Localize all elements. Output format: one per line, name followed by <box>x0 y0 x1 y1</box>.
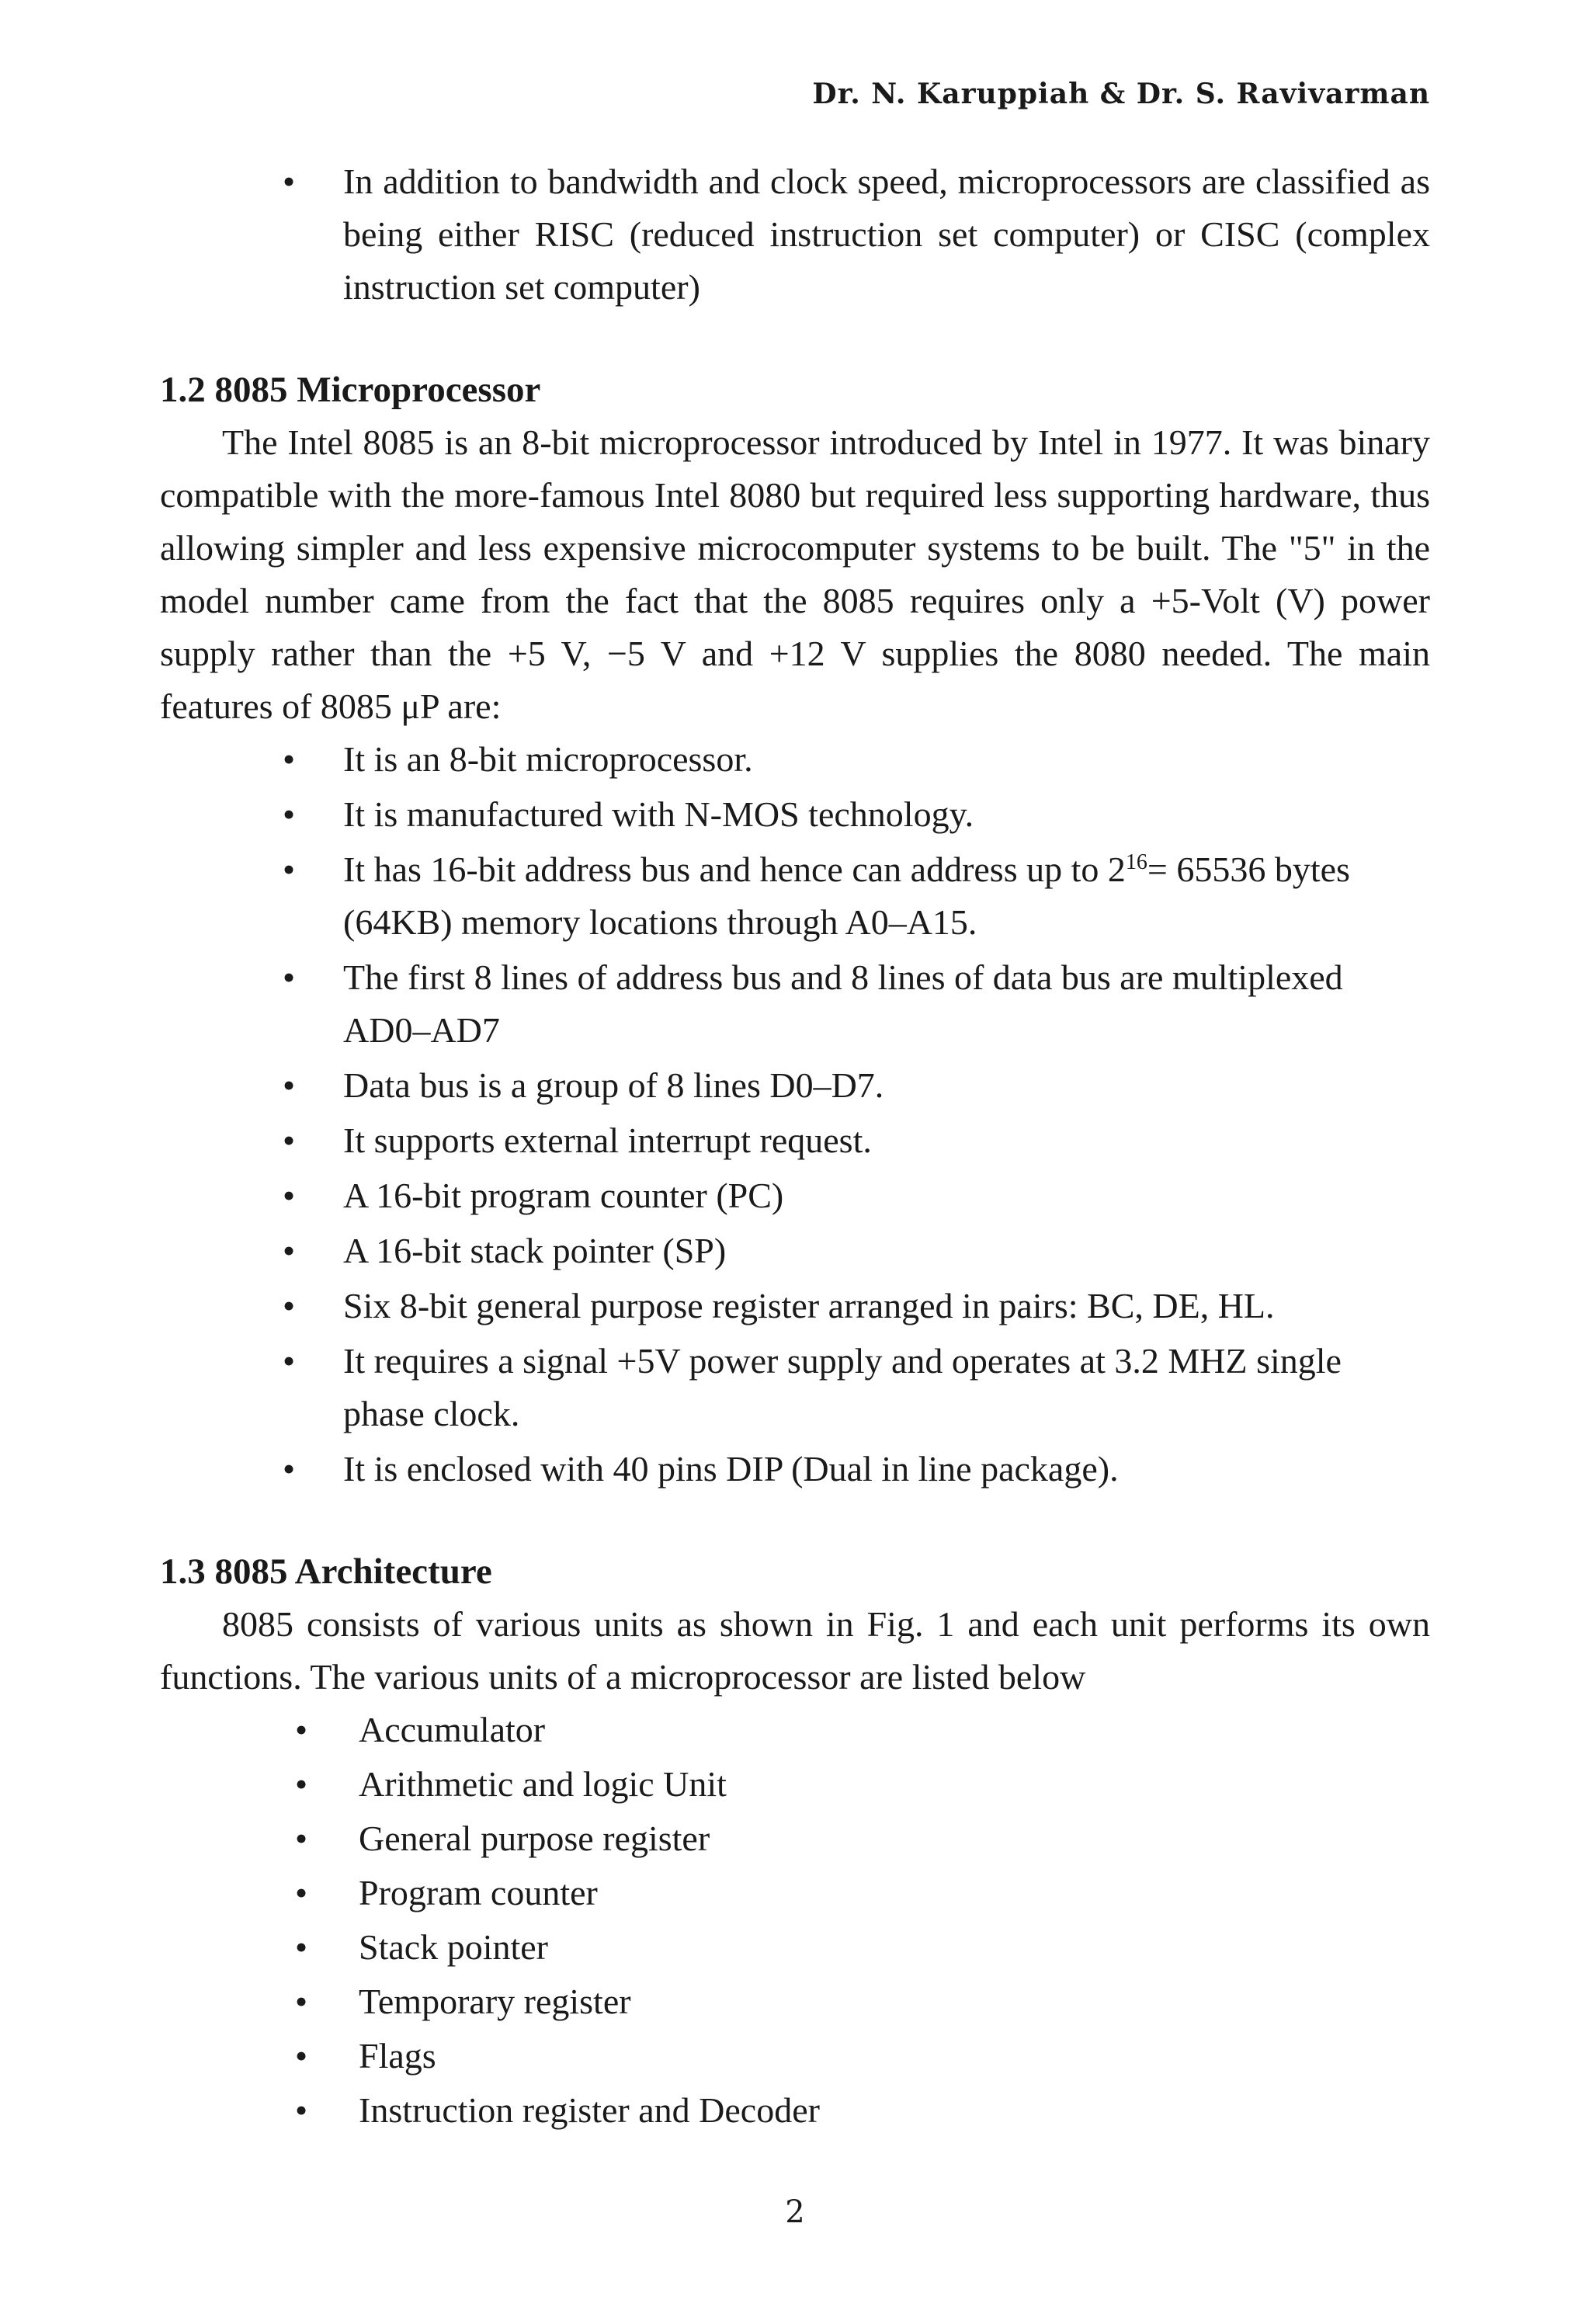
list-item: • Flags <box>160 2030 1430 2083</box>
address-exponent: 16 <box>1125 850 1147 874</box>
list-item-address-bus <box>160 843 1430 949</box>
list-item: • Data bus is a group of 8 lines D0–D7. <box>160 1059 1430 1112</box>
intro-bullet-list <box>160 155 1430 314</box>
list-item: • In addition to bandwidth and clock speed, microprocessors are classified as being either RISC (reduced instruction set computer) or CISC (complex instruction set computer) <box>160 155 1430 314</box>
list-item: • A 16-bit stack pointer (SP) <box>160 1225 1430 1277</box>
units-bullet-list <box>160 1704 1430 2137</box>
list-item: • Six 8-bit general purpose register arranged in pairs: BC, DE, HL. <box>160 1280 1430 1332</box>
section-paragraph-8085-architecture: 8085 consists of various units as shown in Fig. 1 and each unit performs its own functions. The various units of a microprocessor are listed below <box>160 1604 1430 1697</box>
list-item: • Program counter <box>160 1867 1430 1919</box>
section-heading-8085-architecture: 1.3 8085 Architecture <box>160 1551 492 1592</box>
list-item: • Accumulator <box>160 1704 1430 1756</box>
list-item: • It is manufactured with N-MOS technology. <box>160 788 1430 841</box>
list-item: • Arithmetic and logic Unit <box>160 1758 1430 1811</box>
list-item: • It is an 8-bit microprocessor. <box>160 733 1430 786</box>
page-content <box>160 155 1430 2138</box>
address-feature-text: It has 16-bit address bus and hence can address up to 2 <box>343 849 1126 889</box>
list-item: • It requires a signal +5V power supply and operates at 3.2 MHZ single phase clock. <box>160 1335 1430 1440</box>
section-paragraph-8085-microprocessor: The Intel 8085 is an 8-bit microprocessor introduced by Intel in 1977. It was binary compatible with the more-famous Intel 8080 but required less supporting hardware, thus allowing simpler and less expensive microcomputer systems to be built. The "5" in the model number came from the fact that the 8085 requires only a +5-Volt (V) power supply rather than the +5 V, −5 V and +12 V supplies the 8080 needed. The main features of 8085 μP are: <box>160 422 1430 726</box>
list-item: • It supports external interrupt request. <box>160 1114 1430 1167</box>
list-item: • The first 8 lines of address bus and 8 lines of data bus are multiplexed AD0–AD7 <box>160 951 1430 1057</box>
page-number: 2 <box>785 2194 805 2230</box>
list-item: • A 16-bit program counter (PC) <box>160 1169 1430 1222</box>
address-feature-text: = 65536 bytes (64KB) memory locations through A0–A15. <box>343 849 1350 942</box>
list-item: • Temporary register <box>160 1975 1430 2028</box>
running-header-authors: Dr. N. Karuppiah & Dr. S. Ravivarman <box>812 78 1430 110</box>
list-item: • Instruction register and Decoder <box>160 2084 1430 2137</box>
list-item: • It is enclosed with 40 pins DIP (Dual in line package). <box>160 1443 1430 1495</box>
feature-bullet-list <box>160 733 1430 1495</box>
list-item: • General purpose register <box>160 1812 1430 1865</box>
list-item: • Stack pointer <box>160 1921 1430 1974</box>
section-heading-8085-microprocessor: 1.2 8085 Microprocessor <box>160 370 541 410</box>
